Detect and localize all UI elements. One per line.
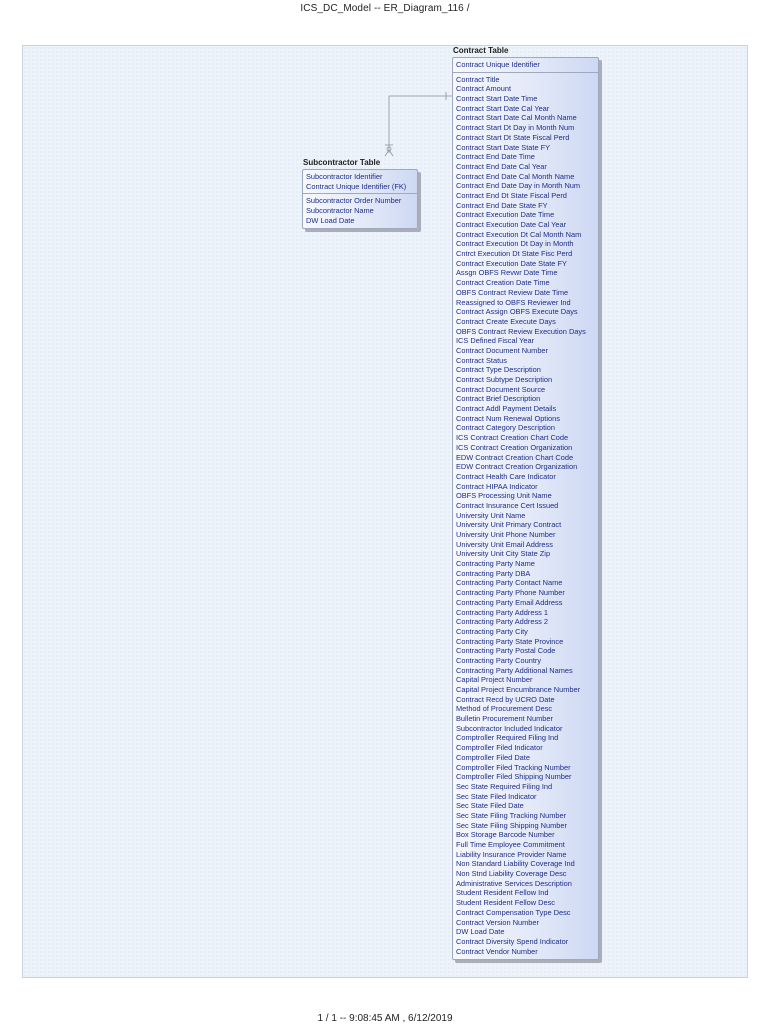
attribute: Contract Diversity Spend Indicator [456,936,569,946]
attribute: Contract End Dt State Fiscal Perd [456,190,567,200]
attribute: Contract HIPAA Indicator [456,481,538,491]
attribute: Comptroller Filed Shipping Number [456,772,572,782]
attribute: Contract Creation Date Time [456,278,550,288]
attribute: Contract Addl Payment Details [456,404,557,414]
attribute: Cntrct Execution Dt State Fisc Perd [456,249,573,259]
attribute: University Unit Phone Number [456,530,556,539]
attribute: Contract Insurance Cert Issued [456,500,559,510]
attribute: Contracting Party Country [456,655,542,665]
attribute: Contract Start Date Cal Year [456,103,550,113]
attribute: Bulletin Procurement Number [456,714,553,724]
attribute: Contract Start Date Cal Month Name [456,113,577,123]
primary-key-attribute: Contract Unique Identifier [456,60,540,69]
subcontractor-attribute-section [303,194,417,228]
attribute: Contracting Party Phone Number [456,588,565,598]
primary-key-attribute: Contract Unique Identifier (FK) [306,181,407,191]
attribute: Contracting Party Name [456,559,535,569]
attribute: Subcontractor Name [306,206,374,216]
attribute: Contracting Party Address 2 [456,617,549,627]
attribute: Non Standard Liability Coverage Ind [456,859,575,869]
attribute: Capital Project Encumbrance Number [456,685,581,694]
attribute: Contract Recd by UCRO Date [456,694,555,704]
attribute: Contracting Party Additional Names [456,665,573,675]
attribute: OBFS Processing Unit Name [456,491,552,501]
subcontractor-table-title: Subcontractor Table [303,158,381,167]
attribute: Assgn OBFS Revwr Date Time [456,268,558,278]
attribute: Contract Create Execute Days [456,316,556,326]
attribute: Box Storage Barcode Number [456,830,555,840]
attribute: ICS Contract Creation Chart Code [456,433,569,443]
attribute: Sec State Filing Tracking Number [456,810,567,820]
attribute: Contract End Date Cal Month Name [456,171,575,181]
attribute: Comptroller Filed Tracking Number [456,762,571,772]
attribute: Contracting Party Contact Name [456,578,563,588]
attribute: Student Resident Fellow Ind [456,888,549,898]
attribute: Contracting Party Postal Code [456,646,556,656]
attribute: Student Resident Fellow Desc [456,898,556,908]
attribute: Comptroller Filed Indicator [456,743,543,753]
attribute: Full Time Employee Commitment [456,840,565,849]
attribute: Contract Execution Dt Day in Month [456,239,574,249]
attribute: Sec State Filed Indicator [456,791,537,801]
attribute: Liability Insurance Provider Name [456,849,567,859]
attribute: Contract Start Dt State Fiscal Perd [456,132,570,142]
attribute: Contract Start Dt Day in Month Num [456,123,575,133]
attribute: Contract End Date Time [456,152,535,162]
attribute: Non Stnd Liability Coverage Desc [456,869,567,879]
attribute: Sec State Filing Shipping Number [456,820,567,830]
attribute: Contract Version Number [456,917,539,927]
attribute: DW Load Date [306,215,355,225]
attribute: University Unit City State Zip [456,549,551,559]
attribute: Sec State Required Filing Ind [456,781,553,791]
attribute: Contracting Party DBA [456,568,531,578]
attribute: Contract End Date Day in Month Num [456,181,581,191]
attribute: Contract Status [456,355,507,365]
attribute: EDW Contract Creation Chart Code [456,452,574,462]
attribute: Comptroller Required Filing Ind [456,733,559,743]
attribute: Contract End Date State FY [456,200,548,210]
attribute: Contract Document Number [456,345,549,355]
attribute: Contracting Party Email Address [456,597,563,607]
contract-attribute-section [453,73,598,960]
attribute: Subcontractor Order Number [306,196,402,206]
attribute: Contract Title [456,74,500,84]
attribute: Contract Start Date State FY [456,142,551,152]
attribute: Contract Amount [456,84,512,94]
attribute: Administrative Services Description [456,878,572,888]
attribute: Contract Execution Dt Cal Month Nam [456,229,582,239]
attribute: ICS Defined Fiscal Year [456,336,535,346]
attribute: Contract Category Description [456,423,555,433]
primary-key-attribute: Subcontractor Identifier [306,172,383,181]
attribute: Contract Brief Description [456,394,541,404]
attribute: Sec State Filed Date [456,801,524,811]
attribute: Contract Start Date Time [456,94,538,104]
attribute: Contract Execution Date Cal Year [456,220,567,229]
attribute: Contract Health Care Indicator [456,471,556,481]
subcontractor-primary-key-section [303,170,417,194]
attribute: Reassigned to OBFS Reviewer Ind [456,297,571,307]
attribute: Contracting Party State Province [456,636,564,646]
contract-table-title: Contract Table [453,46,509,55]
contract-primary-key-section [453,58,598,73]
attribute: OBFS Contract Review Execution Days [456,326,586,336]
attribute: Contract Assign OBFS Execute Days [456,307,578,317]
attribute: University Unit Name [456,510,526,520]
attribute: University Unit Primary Contract [456,520,562,530]
attribute: Contract Execution Date State FY [456,258,567,268]
attribute: Contract End Date Cal Year [456,161,547,171]
attribute: Contract Num Renewal Options [456,413,560,423]
attribute: Contract Execution Date Time [456,210,555,220]
attribute: Contract Type Description [456,365,541,375]
attribute: EDW Contract Creation Organization [456,462,578,472]
attribute: Method of Procurement Desc [456,704,553,714]
subcontractor-table-entity[interactable] [302,169,418,229]
page-header: ICS_DC_Model -- ER_Diagram_116 / [300,3,470,14]
contract-table-entity[interactable] [452,57,599,960]
attribute: University Unit Email Address [456,539,553,549]
attribute: ICS Contract Creation Organization [456,442,573,452]
attribute: Contracting Party Address 1 [456,607,549,617]
attribute: Contract Subtype Description [456,375,553,384]
attribute: Subcontractor Included Indicator [456,723,563,733]
attribute: Contract Document Source [456,384,546,394]
attribute: Contracting Party City [456,626,528,636]
attribute: Contract Vendor Number [456,946,538,956]
page-footer: 1 / 1 -- 9:08:45 AM , 6/12/2019 [317,1013,453,1024]
attribute: DW Load Date [456,927,505,937]
attribute: Capital Project Number [456,675,533,685]
attribute: OBFS Contract Review Date Time [456,287,569,297]
attribute: Comptroller Filed Date [456,752,530,762]
attribute: Contract Compensation Type Desc [456,907,571,917]
